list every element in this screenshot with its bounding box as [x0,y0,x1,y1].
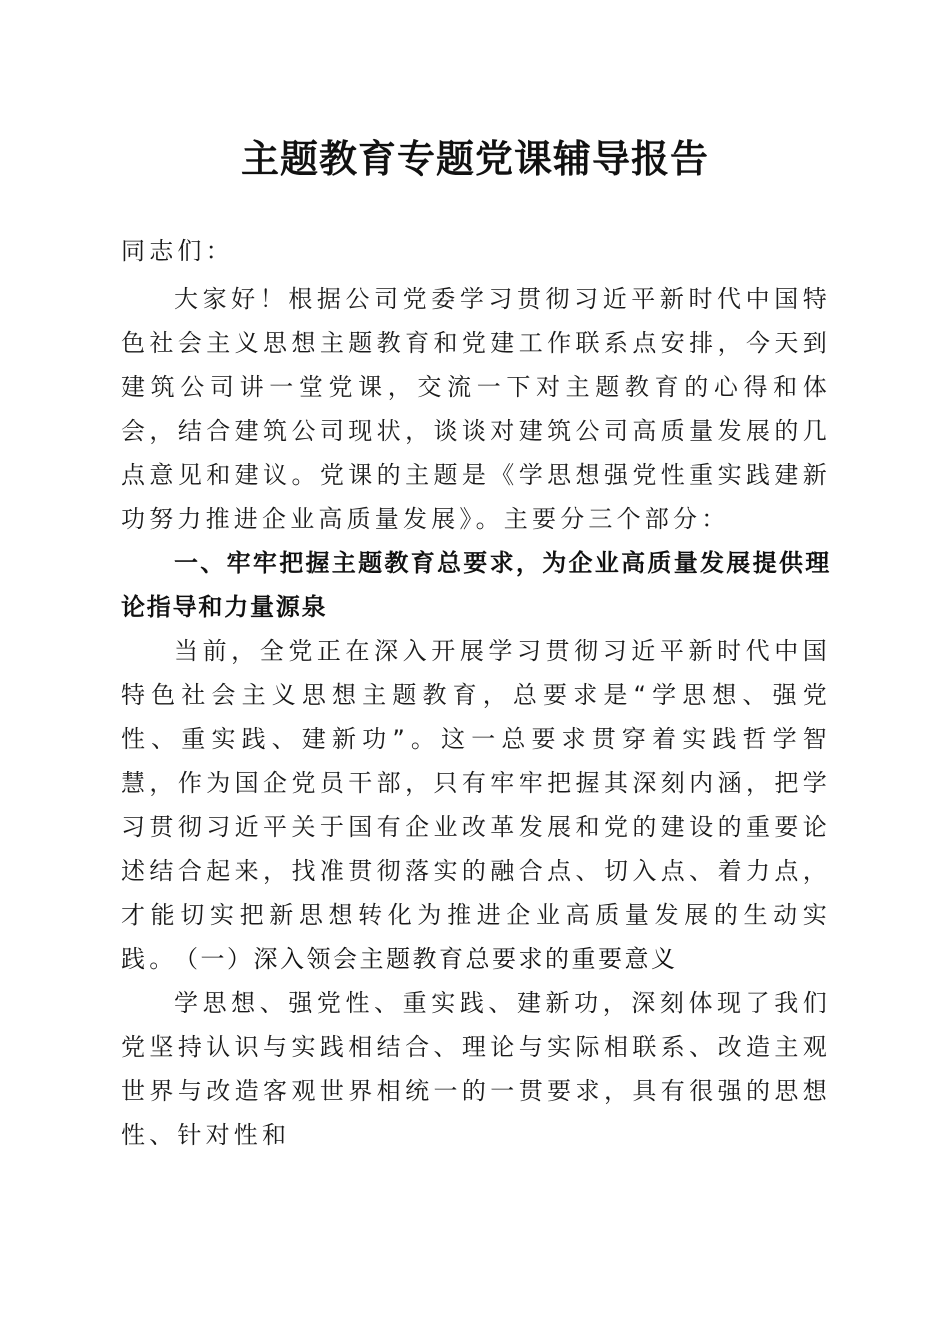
subsection-1-heading: （一）深入领会主题教育总要求的重要意义 [174,945,678,973]
intro-paragraph: 大家好！根据公司党委学习贯彻习近平新时代中国特色社会主义思想主题教育和党建工作联系点安排，今天到建筑公司讲一堂党课，交流一下对主题教育的心得和体会，结合建筑公司现状，谈谈对建筑公司高质量发展的几点意见和建议。党课的主题是《学思想强党性重实践建新功努力推进企业高质量发展》。主要分三个部分： [121,285,831,533]
section-1-heading: 一、牢牢把握主题教育总要求，为企业高质量发展提供理论指导和力量源泉 [121,549,831,621]
subsection-1-paragraph: 学思想、强党性、重实践、建新功，深刻体现了我们党坚持认识与实践相结合、理论与实际相联系、改造主观世界与改造客观世界相统一的一贯要求，具有很强的思想性、针对性和 [121,989,831,1149]
salutation: 同志们： [121,237,234,265]
section-1-paragraph: 当前，全党正在深入开展学习贯彻习近平新时代中国特色社会主义思想主题教育，总要求是“学思想、强党性、重实践、建新功”。这一总要求贯穿着实践哲学智慧，作为国企党员干部，只有牢牢把握其深刻内涵，把学习贯彻习近平关于国有企业改革发展和党的建设的重要论述结合起来，找准贯彻落实的融合点、切入点、着力点，才能切实把新思想转化为推进企业高质量发展的生动实践。 [121,637,831,973]
document-title: 主题教育专题党课辅导报告 [240,136,709,181]
